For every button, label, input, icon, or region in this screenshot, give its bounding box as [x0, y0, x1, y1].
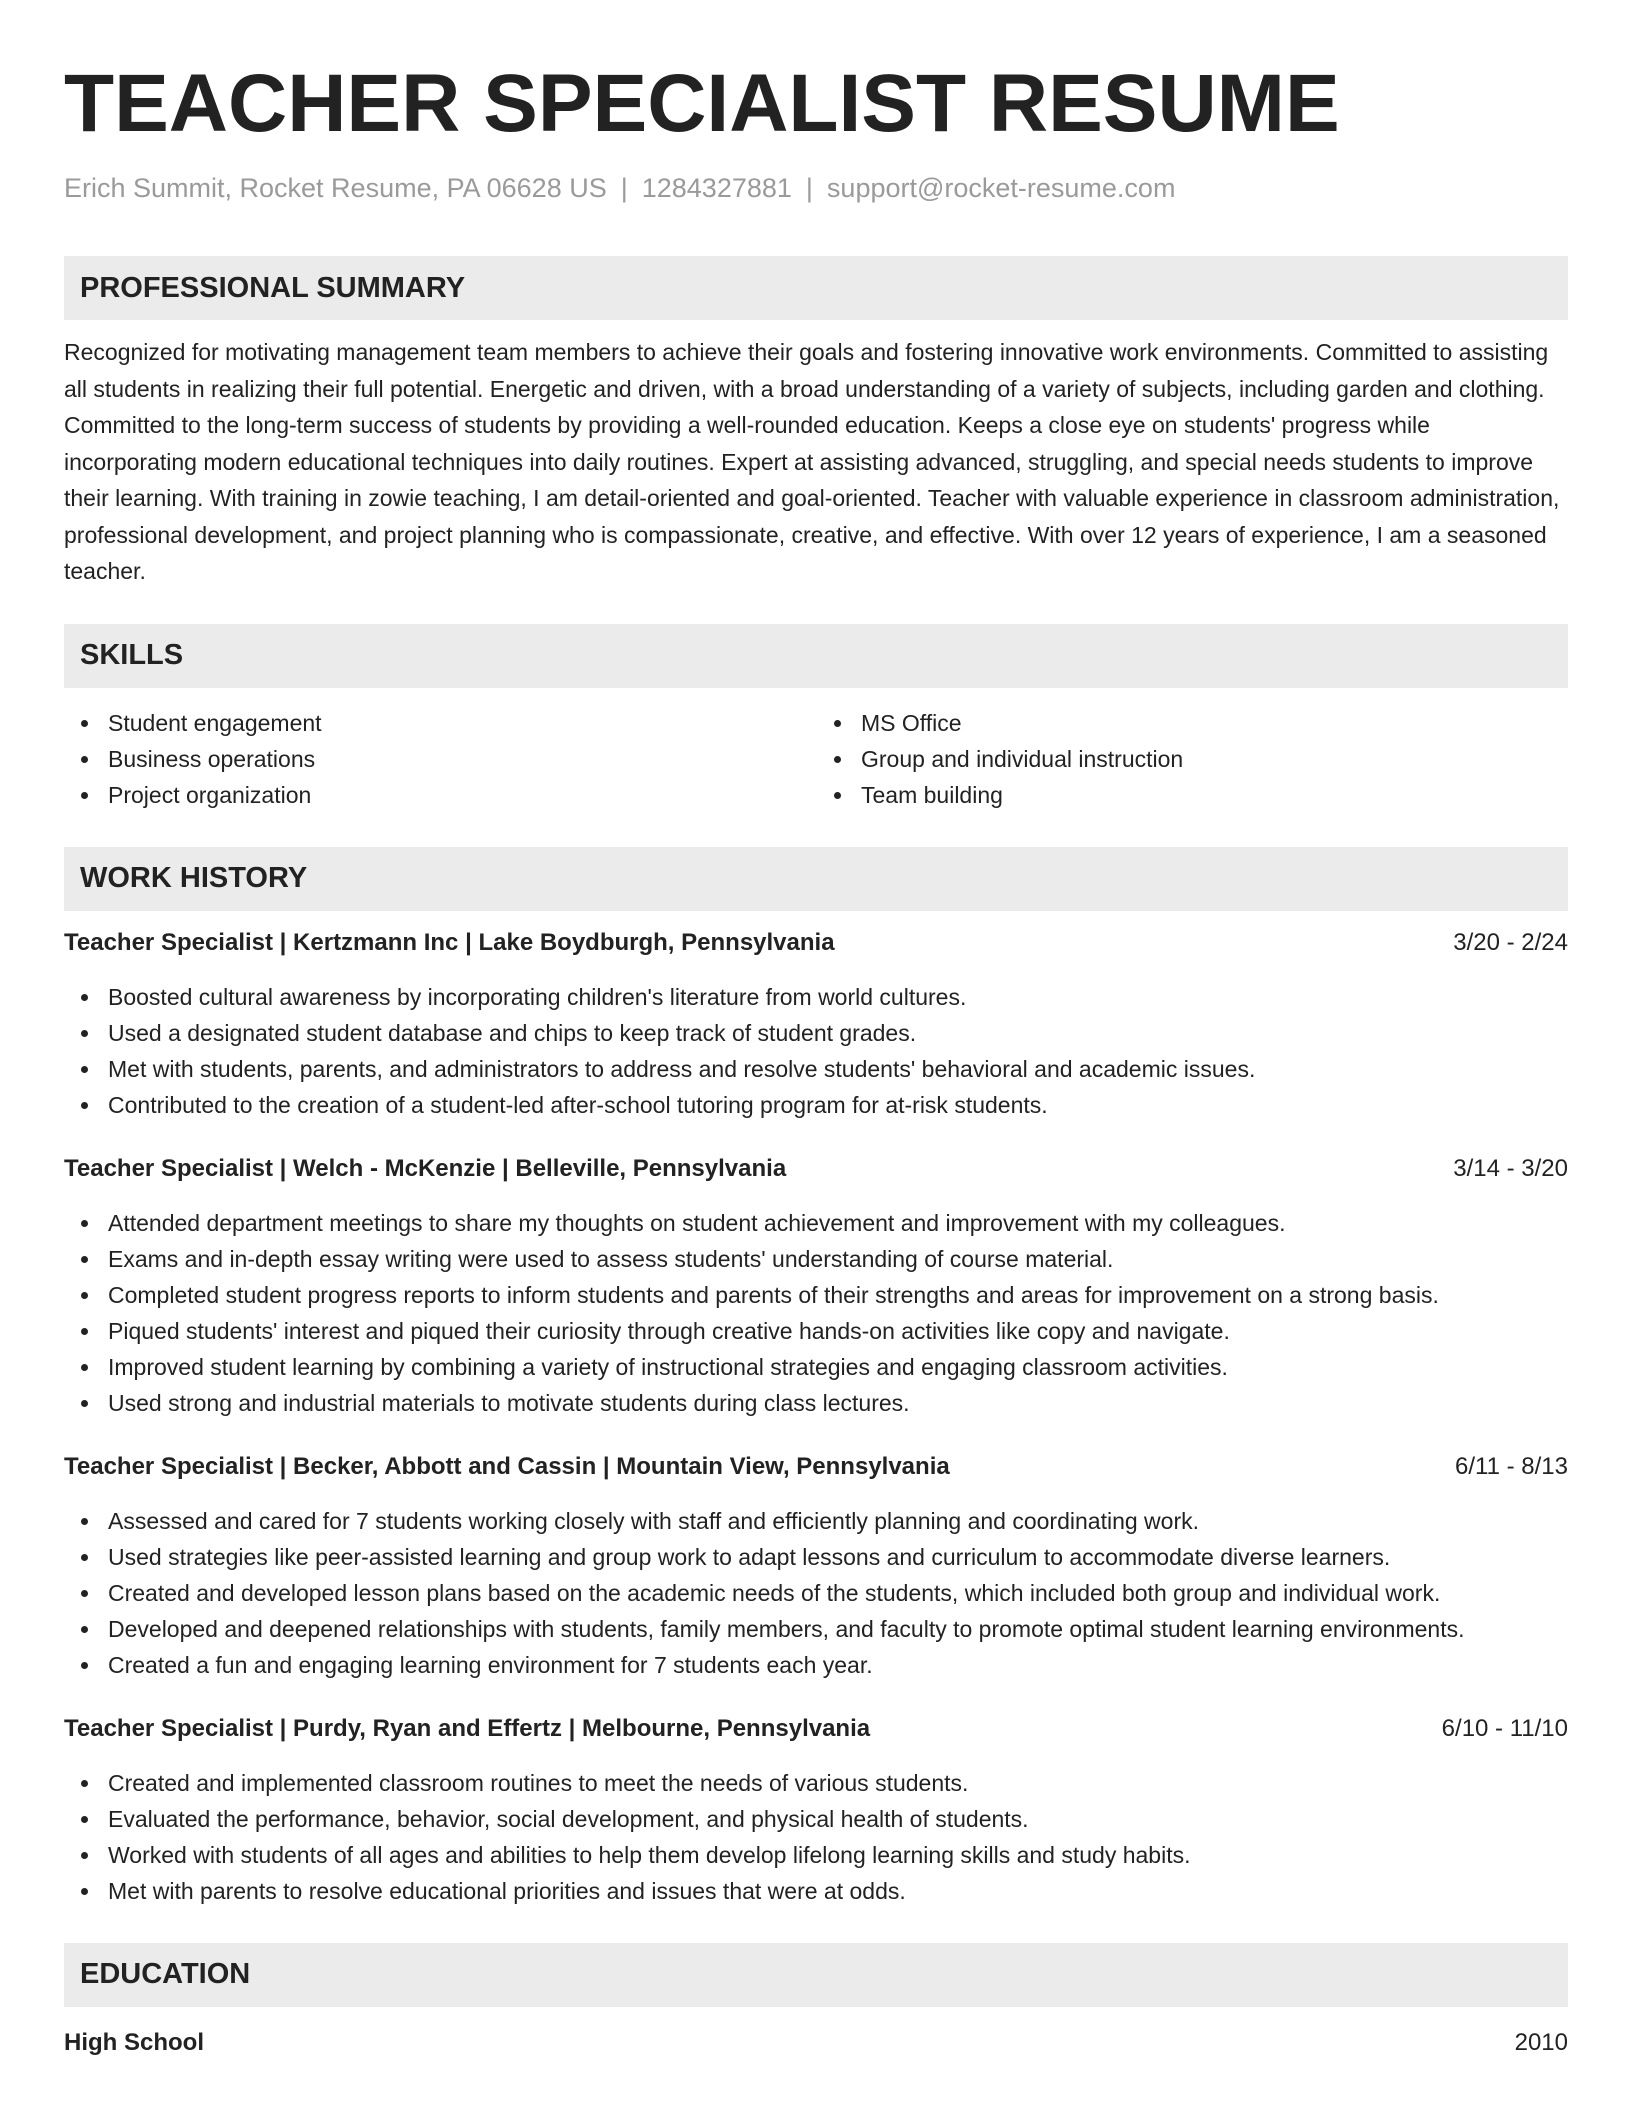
job-bullet: Boosted cultural awareness by incorporating children's literature from world cultures.	[64, 979, 1568, 1015]
job-bullet: Created and implemented classroom routines to meet the needs of various students.	[64, 1765, 1568, 1801]
job-dates: 6/11 - 8/13	[1455, 1452, 1568, 1480]
skill-item: Group and individual instruction	[817, 741, 1568, 777]
job-bullets	[64, 1503, 1568, 1683]
skill-item: Student engagement	[64, 705, 815, 741]
job-bullet: Assessed and cared for 7 students working closely with staff and efficiently planning and coordinating work.	[64, 1503, 1568, 1539]
job-bullet: Piqued students' interest and piqued their curiosity through creative hands-on activities like copy and navigate.	[64, 1313, 1568, 1349]
skills-column-right	[815, 705, 1568, 813]
job-entry	[64, 1151, 1568, 1421]
job-header	[64, 1711, 1568, 1747]
job-bullet: Improved student learning by combining a variety of instructional strategies and engaging classroom activities.	[64, 1349, 1568, 1385]
job-bullets	[64, 1205, 1568, 1421]
education-entry	[64, 2025, 1568, 2061]
education-year: 2010	[1514, 2028, 1568, 2056]
skill-item: Team building	[817, 777, 1568, 813]
skills-column-left	[64, 705, 815, 813]
job-bullet: Completed student progress reports to inform students and parents of their strengths and areas for improvement on a strong basis.	[64, 1277, 1568, 1313]
job-bullets	[64, 1765, 1568, 1909]
job-dates: 3/14 - 3/20	[1453, 1154, 1568, 1182]
job-title: Teacher Specialist | Welch - McKenzie | Belleville, Pennsylvania	[64, 1154, 787, 1182]
skills-list	[64, 705, 1568, 813]
job-dates: 6/10 - 11/10	[1441, 1714, 1568, 1742]
section-heading-work-history: WORK HISTORY	[64, 847, 1568, 911]
contact-separator: |	[805, 173, 813, 203]
contact-separator: |	[620, 173, 628, 203]
job-bullet: Met with parents to resolve educational priorities and issues that were at odds.	[64, 1873, 1568, 1909]
job-entry	[64, 1711, 1568, 1909]
section-heading-summary: PROFESSIONAL SUMMARY	[64, 256, 1568, 320]
job-title: Teacher Specialist | Purdy, Ryan and Effertz | Melbourne, Pennsylvania	[64, 1714, 871, 1742]
job-bullet: Created a fun and engaging learning environment for 7 students each year.	[64, 1647, 1568, 1683]
job-header	[64, 925, 1568, 961]
job-entry	[64, 925, 1568, 1123]
job-bullets	[64, 979, 1568, 1123]
contact-line	[64, 170, 1568, 206]
job-bullet: Contributed to the creation of a student-led after-school tutoring program for at-risk students.	[64, 1087, 1568, 1123]
summary-text: Recognized for motivating management team members to achieve their goals and fostering innovative work environments. Committed to assisting all students in realizing their full potential. Energetic and driven, with a broad understanding of a variety of subjects, including garden and clothing. Committed to the long-term success of students by providing a well-rounded education. Keeps a close eye on students' progress while incorporating modern educational techniques into daily routines. Expert at assisting advanced, struggling, and special needs students to improve their learning. With training in zowie teaching, I am detail-oriented and goal-oriented. Teacher with valuable experience in classroom administration, professional development, and project planning who is compassionate, creative, and effective. With over 12 years of experience, I am a seasoned teacher.	[64, 339, 1560, 584]
section-heading-education: EDUCATION	[64, 1943, 1568, 2007]
job-title: Teacher Specialist | Kertzmann Inc | Lake Boydburgh, Pennsylvania	[64, 928, 835, 956]
contact-address: Erich Summit, Rocket Resume, PA 06628 US	[64, 173, 607, 203]
job-bullet: Evaluated the performance, behavior, social development, and physical health of students.	[64, 1801, 1568, 1837]
contact-phone: 1284327881	[641, 173, 792, 203]
skill-item: Business operations	[64, 741, 815, 777]
job-bullet: Developed and deepened relationships with students, family members, and faculty to promote optimal student learning environments.	[64, 1611, 1568, 1647]
job-bullet: Used strong and industrial materials to motivate students during class lectures.	[64, 1385, 1568, 1421]
section-heading-skills: SKILLS	[64, 624, 1568, 688]
contact-email: support@rocket-resume.com	[826, 173, 1176, 203]
job-dates: 3/20 - 2/24	[1453, 928, 1568, 956]
skill-item: Project organization	[64, 777, 815, 813]
job-bullet: Used strategies like peer-assisted learning and group work to adapt lessons and curriculum to accommodate diverse learners.	[64, 1539, 1568, 1575]
job-entry	[64, 1449, 1568, 1683]
job-bullet: Created and developed lesson plans based on the academic needs of the students, which included both group and individual work.	[64, 1575, 1568, 1611]
job-bullet: Used a designated student database and chips to keep track of student grades.	[64, 1015, 1568, 1051]
job-bullet: Worked with students of all ages and abilities to help them develop lifelong learning skills and study habits.	[64, 1837, 1568, 1873]
job-header	[64, 1151, 1568, 1187]
resume-title: TEACHER SPECIALIST RESUME	[64, 58, 1340, 149]
education-degree: High School	[64, 2028, 204, 2056]
job-header	[64, 1449, 1568, 1485]
job-bullet: Met with students, parents, and administrators to address and resolve students' behavioral and academic issues.	[64, 1051, 1568, 1087]
skill-item: MS Office	[817, 705, 1568, 741]
job-bullet: Attended department meetings to share my thoughts on student achievement and improvement with my colleagues.	[64, 1205, 1568, 1241]
job-bullet: Exams and in-depth essay writing were used to assess students' understanding of course material.	[64, 1241, 1568, 1277]
job-title: Teacher Specialist | Becker, Abbott and Cassin | Mountain View, Pennsylvania	[64, 1452, 950, 1480]
